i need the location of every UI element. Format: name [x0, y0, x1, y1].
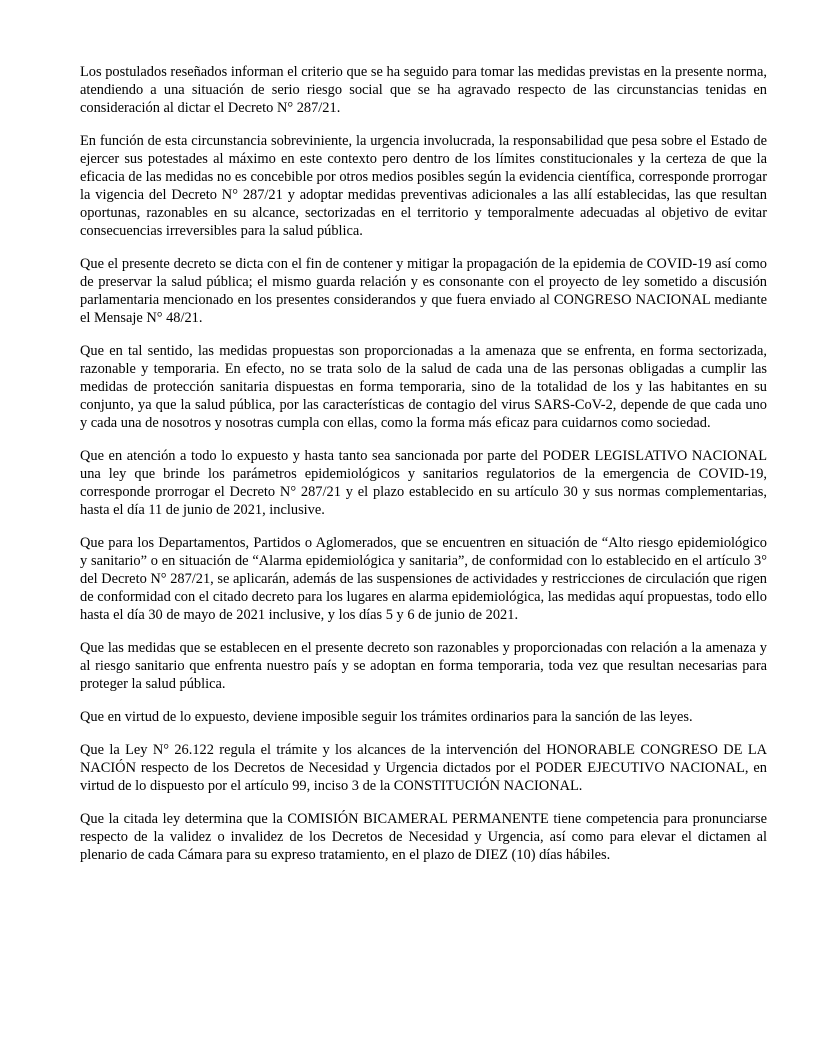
paragraph-5: Que en atención a todo lo expuesto y hasta tanto sea sancionada por parte del PODER LEGISLATIVO NACIONAL una ley que brinde los parámetros epidemiológicos y sanitarios regulatorios de la emergencia de COVID-19, corresponde prorrogar el Decreto N° 287/21 y el plazo establecido en su artículo 30 y sus normas complementarias, hasta el día 11 de junio de 2021, inclusive.: [80, 448, 767, 518]
paragraph-4: Que en tal sentido, las medidas propuestas son proporcionadas a la amenaza que se enfrenta, en forma sectorizada, razonable y temporaria. En efecto, no se trata solo de la salud de cada una de las personas obligadas a cumplir las medidas de protección sanitaria dispuestas en forma temporaria, sino de la totalidad de los y las habitantes en su conjunto, ya que la salud pública, por las características de contagio del virus SARS-CoV-2, depende de que cada uno y cada una de nosotros y nosotras cumpla con ellas, como la forma más eficaz para cuidarnos como sociedad.: [80, 343, 767, 431]
paragraph-1: Los postulados reseñados informan el criterio que se ha seguido para tomar las medidas previstas en la presente norma, atendiendo a una situación de serio riesgo social que se ha agravado respecto de las circunstancias tenidas en consideración al dictar el Decreto N° 287/21.: [80, 64, 767, 116]
paragraph-2: En función de esta circunstancia sobreviniente, la urgencia involucrada, la responsabilidad que pesa sobre el Estado de ejercer sus potestades al máximo en este contexto pero dentro de los límites constitucionales y la certeza de que la eficacia de las medidas no es concebible por otros medios posibles según la evidencia científica, corresponde prorrogar la vigencia del Decreto N° 287/21 y adoptar medidas preventivas adicionales a las allí establecidas, las que resultan oportunas, razonables en su alcance, sectorizadas en el territorio y temporalmente adecuadas al objetivo de evitar consecuencias irreversibles para la salud pública.: [80, 133, 767, 239]
document-page: [80, 63, 767, 879]
paragraph-3: Que el presente decreto se dicta con el fin de contener y mitigar la propagación de la epidemia de COVID-19 así como de preservar la salud pública; el mismo guarda relación y es consonante con el proyecto de ley sometido a discusión parlamentaria mencionado en los presentes considerandos y que fuera enviado al CONGRESO NACIONAL mediante el Mensaje N° 48/21.: [80, 256, 767, 326]
paragraph-8: Que en virtud de lo expuesto, deviene imposible seguir los trámites ordinarios para la sanción de las leyes.: [80, 709, 693, 725]
paragraph-6: Que para los Departamentos, Partidos o Aglomerados, que se encuentren en situación de “Alto riesgo epidemiológico y sanitario” o en situación de “Alarma epidemiológica y sanitaria”, de conformidad con lo establecido en el artículo 3° del Decreto N° 287/21, se aplicarán, además de las suspensiones de actividades y restricciones de circulación que rigen de conformidad con el citado decreto para los lugares en alarma epidemiológica, las medidas aquí propuestas, todo ello hasta el día 30 de mayo de 2021 inclusive, y los días 5 y 6 de junio de 2021.: [80, 535, 767, 623]
paragraph-9: Que la Ley N° 26.122 regula el trámite y los alcances de la intervención del HONORABLE CONGRESO DE LA NACIÓN respecto de los Decretos de Necesidad y Urgencia dictados por el PODER EJECUTIVO NACIONAL, en virtud de lo dispuesto por el artículo 99, inciso 3 de la CONSTITUCIÓN NACIONAL.: [80, 742, 767, 794]
paragraph-7: Que las medidas que se establecen en el presente decreto son razonables y proporcionadas con relación a la amenaza y al riesgo sanitario que enfrenta nuestro país y se adoptan en forma temporaria, toda vez que resultan necesarias para proteger la salud pública.: [80, 640, 767, 692]
paragraph-10: Que la citada ley determina que la COMISIÓN BICAMERAL PERMANENTE tiene competencia para pronunciarse respecto de la validez o invalidez de los Decretos de Necesidad y Urgencia, así como para elevar el dictamen al plenario de cada Cámara para su expreso tratamiento, en el plazo de DIEZ (10) días hábiles.: [80, 811, 767, 863]
